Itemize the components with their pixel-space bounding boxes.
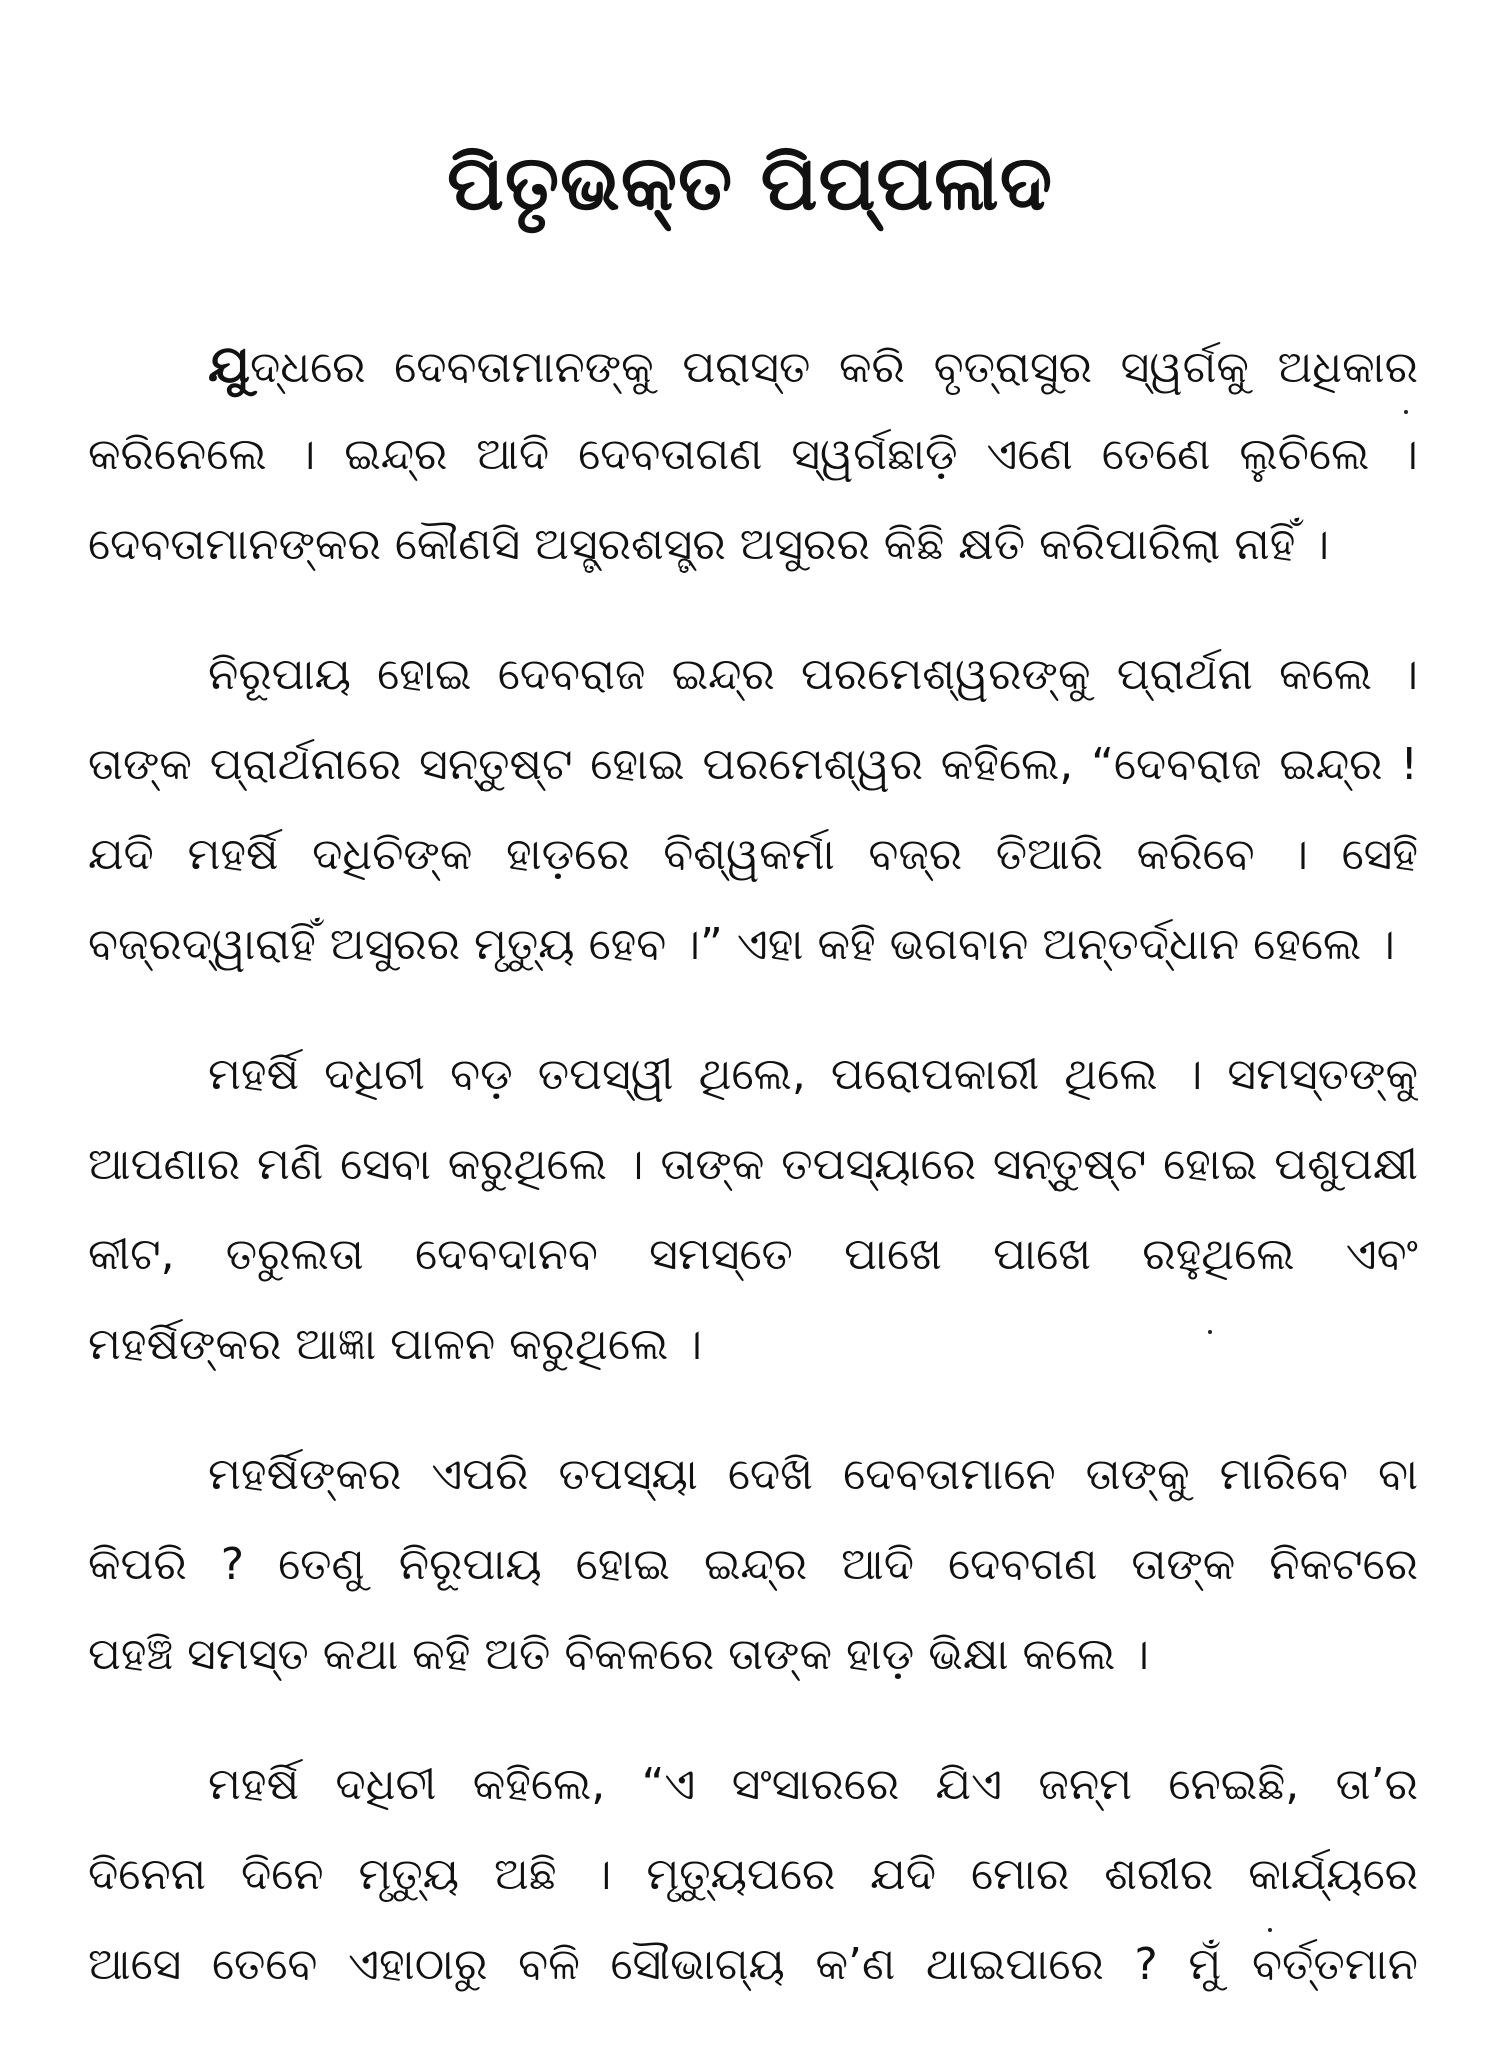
- text-line: ଦେବତାମାନଙ୍କର କୌଣସି ଅସ୍ତ୍ରଶସ୍ତ୍ର ଅସୁରର କିଛି କ୍ଷତି କରିପାରିଲା ନାହିଁ ।: [88, 519, 1330, 570]
- text-line: କରିନେଲେ । ଇନ୍ଦ୍ର ଆଦି ଦେବତାଗଣ ସ୍ୱର୍ଗଛାଡ଼ି ଏଣେ ତେଣେ ଲୁଚିଲେ ।: [88, 429, 1418, 480]
- text-line: ବଜ୍ରଦ୍ୱାରାହିଁ ଅସୁରର ମୃତ୍ୟୁ ହେବ ।” ଏହା କହି ଭଗବାନ ଅନ୍ତର୍ଦ୍ଧାନ ହେଲେ ।: [88, 919, 1395, 970]
- text-line: କୀଟ, ତରୁଲତା ଦେବଦାନବ ସମସ୍ତେ ପାଖେ ପାଖେ ରହୁଥିଲେ ଏବଂ: [88, 1229, 1418, 1280]
- text-line: ଯଦି ମହର୍ଷି ଦଧିଚିଙ୍କ ହାଡ଼ରେ ବିଶ୍ୱକର୍ମା ବଜ୍ର ତିଆରି କରିବେ । ସେହି: [88, 829, 1418, 880]
- story-body: [88, 320, 1418, 2050]
- text-line: [88, 320, 1418, 410]
- paragraph-4: [88, 1430, 1418, 1700]
- text-line: ମହର୍ଷି ଦଧିଚୀ ବଡ଼ ତପସ୍ୱୀ ଥିଲେ, ପରୋପକାରୀ ଥିଲେ । ସମସ୍ତଙ୍କୁ: [208, 1049, 1418, 1100]
- text-line: ମହର୍ଷିଙ୍କର ଆଜ୍ଞା ପାଳନ କରୁଥିଲେ ।: [88, 1319, 703, 1370]
- paragraph-3: [88, 1030, 1418, 1390]
- text-line: ମହର୍ଷିଙ୍କର ଏପରି ତପସ୍ୟା ଦେଖି ଦେବତାମାନେ ତାଙ୍କୁ ମାରିବେ ବା: [208, 1449, 1418, 1500]
- paragraph-5: [88, 1740, 1418, 2010]
- text-line: ଆସେ ତେବେ ଏହାଠାରୁ ବଳି ସୌଭାଗ୍ୟ କ’ଣ ଥାଇପାରେ ? ମୁଁ ବର୍ତ୍ତମାନ: [88, 1939, 1418, 1990]
- text-line-content: ଦ୍ଧରେ ଦେବତାମାନଙ୍କୁ ପରାସ୍ତ କରି ବୃତ୍ରାସୁର ସ୍ୱର୍ଗକୁ ଅଧିକାର: [250, 342, 1418, 393]
- text-line: ଆପଣାର ମଣି ସେବା କରୁଥିଲେ । ତାଙ୍କ ତପସ୍ୟାରେ ସନ୍ତୁଷ୍ଟ ହୋଇ ପଶୁପକ୍ଷୀ: [88, 1139, 1418, 1190]
- text-line: କିପରି ? ତେଣୁ ନିରୂପାୟ ହୋଇ ଇନ୍ଦ୍ର ଆଦି ଦେବଗଣ ତାଙ୍କ ନିକଟରେ: [88, 1539, 1418, 1590]
- text-line: ତାଙ୍କ ପ୍ରାର୍ଥନାରେ ସନ୍ତୁଷ୍ଟ ହୋଇ ପରମେଶ୍ୱର କହିଲେ, “ଦେବରାଜ ଇନ୍ଦ୍ର !: [88, 739, 1418, 790]
- drop-cap-letter: ଯୁ: [208, 335, 251, 395]
- text-line: ପହଞ୍ଚି ସମସ୍ତ କଥା କହି ଅତି ବିକଳରେ ତାଙ୍କ ହାଡ଼ ଭିକ୍ଷା କଲେ ।: [88, 1629, 1150, 1680]
- story-title: ପିତୃଭକ୍ତ ପିପ୍ପଳାଦ: [446, 138, 1053, 227]
- text-line: ନିରୂପାୟ ହୋଇ ଦେବରାଜ ଇନ୍ଦ୍ର ପରମେଶ୍ୱରଙ୍କୁ ପ୍ରାର୍ଥନା କଲେ ।: [208, 649, 1418, 700]
- scan-speck: [1268, 1928, 1272, 1932]
- text-line: ମହର୍ଷି ଦଧିଚୀ କହିଲେ, “ଏ ସଂସାରରେ ଯିଏ ଜନ୍ମ ନେଇଛି, ତା’ର: [208, 1759, 1418, 1810]
- text-line: ଦିନେନା ଦିନେ ମୃତ୍ୟୁ ଅଛି । ମୃତ୍ୟୁପରେ ଯଦି ମୋର ଶରୀର କାର୍ଯ୍ୟରେ: [88, 1849, 1418, 1900]
- paragraph-2: [88, 630, 1418, 990]
- paragraph-1: [88, 320, 1418, 590]
- scan-speck: [1404, 410, 1408, 414]
- scan-speck: [1208, 1330, 1212, 1334]
